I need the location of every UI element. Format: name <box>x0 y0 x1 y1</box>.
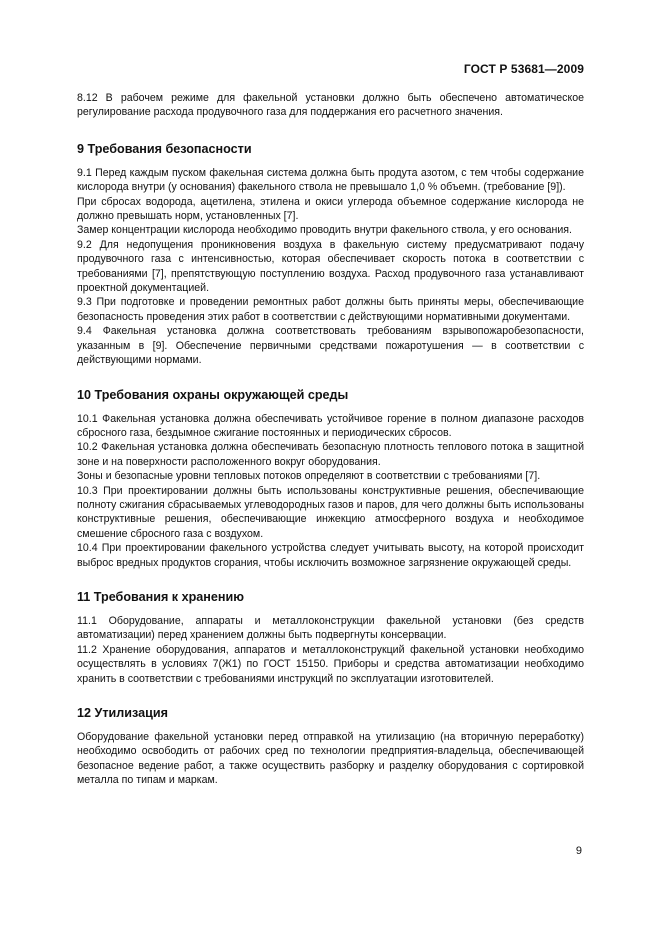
page-number: 9 <box>575 845 582 857</box>
paragraph-9-2: 9.2 Для недопущения проникновения воздуха в факельную систему предусматривают подачу продувочного газа с интенсивностью, которая обеспечивает скорость потока в соответствии с требованиями [7], препятствующую поступлению воздуха. Расход продувочного газа устанавливают проектной документацией. <box>77 238 584 295</box>
paragraph-10-2: 10.2 Факельная установка должна обеспечивать безопасную плотность теплового потока в защитной зоне и на поверхности расположенного вокруг оборудования. <box>77 441 584 468</box>
document-body <box>77 91 584 788</box>
paragraph-10-3: 10.3 При проектировании должны быть использованы конструктивные решения, обеспечивающие полноту сжигания сбрасываемых углеводородных газов и паров, для чего должны быть использованы конструктивные решения, обеспечивающие инжекцию атмосферного воздуха и необходимое смешение сбросного газа с воздухом. <box>77 484 584 540</box>
paragraph-9-3: 9.3 При подготовке и проведении ремонтных работ должны быть приняты меры, обеспечивающие безопасность проведения этих работ в соответствии с действующими нормативными документами. <box>77 296 584 323</box>
section-9-title: 9 Требования безопасности <box>77 141 252 156</box>
paragraph-8-12: 8.12 В рабочем режиме для факельной установки должно быть обеспечено автоматическое регулирование расхода продувочного газа для поддержания его расчетного значения. <box>77 92 584 119</box>
paragraph-11-2: 11.2 Хранение оборудования, аппаратов и металлоконструкций факельной установки необходимо осуществлять в условиях 7(Ж1) по ГОСТ 15150. Приборы и средства автоматизации необходимо хранить в соответствии с требованиями инструкций по эксплуатации изготовителей. <box>77 643 584 685</box>
paragraph-9-1-b: Замер концентрации кислорода необходимо проводить внутри факельного ствола, у его основания. <box>77 224 572 237</box>
paragraph-12: Оборудование факельной установки перед отправкой на утилизацию (на вторичную переработку) необходимо освободить от рабочих сред по технологии предприятия-владельца, обеспечивающей безопасное ведение работ, а также осуществить разборку и разделку оборудования с сортировкой металла по типам и маркам. <box>77 731 584 787</box>
paragraph-10-2-a: Зоны и безопасные уровни тепловых потоков определяют в соответствии с требованиями [7]. <box>77 470 541 483</box>
paragraph-10-1: 10.1 Факельная установка должна обеспечивать устойчивое горение в полном диапазоне расходов сбросного газа, бездымное сжигание постоянных и периодических сбросов. <box>77 412 584 439</box>
paragraph-9-4: 9.4 Факельная установка должна соответствовать требованиям взрывопожаробезопасности, указанным в [9]. Обеспечение первичными средствами пожаротушения — в соответствии с действующими нормами. <box>77 325 584 367</box>
standard-header: ГОСТ Р 53681—2009 <box>463 62 584 76</box>
section-11-title: 11 Требования к хранению <box>77 589 245 604</box>
paragraph-9-1-a: При сбросах водорода, ацетилена, этилена и окиси углерода объемное содержание кислорода не должно превышать норм, установленных [7]. <box>77 195 584 223</box>
paragraph-9-1: 9.1 Перед каждым пуском факельная система должна быть продута азотом, с тем чтобы содержание кислорода внутри (у основания) факельного ствола не превышало 1,0 % объемн. (требование [9]). <box>77 166 584 194</box>
section-12-title: 12 Утилизация <box>77 706 168 720</box>
paragraph-10-4: 10.4 При проектировании факельного устройства следует учитывать высоту, на которой происходит выброс вредных продуктов сгорания, чтобы исключить возможное загрязнение окружающей среды. <box>77 542 584 569</box>
section-10-title: 10 Требования охраны окружающей среды <box>77 387 349 402</box>
paragraph-11-1: 11.1 Оборудование, аппараты и металлоконструкции факельной установки (без средств автоматизации) перед хранением должны быть подвергнуты консервации. <box>77 614 584 642</box>
